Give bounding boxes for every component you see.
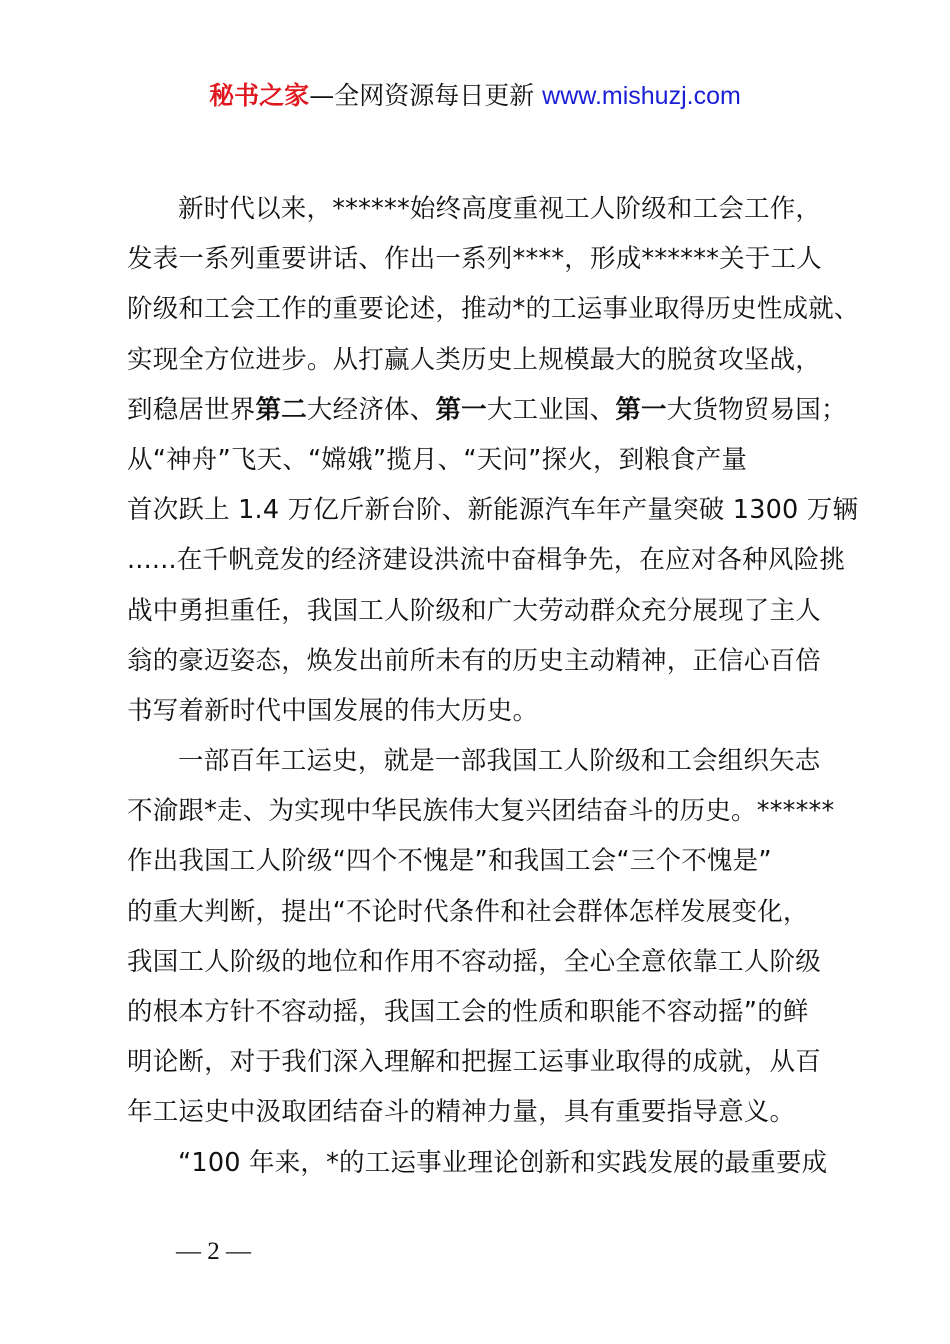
bold-second: 第二: [255, 394, 307, 425]
brand-name: 秘书之家: [209, 81, 310, 110]
p1-line-9: 战中勇担重任，我国工人阶级和广大劳动群众充分展现了主人: [127, 595, 821, 626]
site-url-link[interactable]: www.mishuzj.com: [542, 82, 741, 110]
p1-line-1: 新时代以来，******始终高度重视工人阶级和工会工作，: [178, 194, 822, 224]
p1-line-5-before: 到稳居世界: [127, 394, 256, 425]
p2-line-1: 一部百年工运史，就是一部我国工人阶级和工会组织矢志: [178, 746, 821, 777]
document-header: [0, 78, 950, 114]
p1-line-11: 书写着新时代中国发展的伟大历史。: [127, 695, 539, 726]
page-number: — 2 —: [176, 1238, 251, 1265]
document-body: [127, 184, 860, 1188]
bold-first-a: 第一: [435, 394, 487, 425]
p2-line-3: 作出我国工人阶级“四个不愧是”和我国工会“三个不愧是”: [127, 846, 772, 877]
p1-line-5-after: 大货物贸易国；: [666, 394, 847, 425]
bold-first-b: 第一: [615, 394, 667, 425]
p2-line-4: 的重大判断，提出“不论时代条件和社会群体怎样发展变化，: [127, 896, 809, 927]
p2-line-2: 不渝跟*走、为实现中华民族伟大复兴团结奋斗的历史。******: [127, 796, 835, 827]
p1-line-2: 发表一系列重要讲话、作出一系列****，形成******关于工人: [127, 244, 822, 275]
p2-line-8: 年工运史中汲取团结奋斗的精神力量，具有重要指导意义。: [127, 1097, 796, 1128]
p2-line-7: 明论断，对于我们深入理解和把握工运事业取得的成就，从百: [127, 1047, 821, 1078]
header-tagline: —全网资源每日更新: [309, 81, 535, 110]
p1-line-10: 翁的豪迈姿态，焕发出前所未有的历史主动精神，正信心百倍: [127, 645, 821, 676]
p2-line-6: 的根本方针不容动摇，我国工会的性质和职能不容动摇”的鲜: [127, 997, 809, 1027]
p1-line-7: 首次跃上 1.4 万亿斤新台阶、新能源汽车年产量突破 1300 万辆: [127, 495, 859, 526]
p1-line-5-mid2: 大工业国、: [486, 394, 616, 425]
p1-line-4: 实现全方位进步。从打赢人类历史上规模最大的脱贫攻坚战，: [127, 344, 821, 375]
p3-line-1: “100 年来，*的工运事业理论创新和实践发展的最重要成: [178, 1147, 828, 1178]
p1-line-6: 从“神舟”飞天、“嫦娥”揽月、“天问”探火，到粮食产量: [127, 444, 748, 475]
p1-line-5-mid1: 大经济体、: [306, 394, 436, 425]
p1-line-3: 阶级和工会工作的重要论述，推动*的工运事业取得历史性成就、: [127, 294, 860, 325]
p1-line-8: ......在千帆竞发的经济建设洪流中奋楫争先，在应对各种风险挑: [127, 545, 846, 576]
p1-line-5: [127, 385, 847, 435]
p2-line-5: 我国工人阶级的地位和作用不容动摇，全心全意依靠工人阶级: [127, 946, 821, 977]
